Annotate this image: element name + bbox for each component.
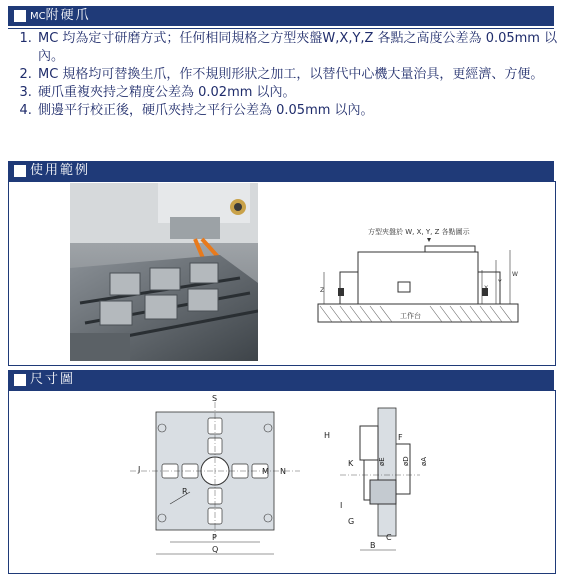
section-header-claws (8, 6, 554, 26)
dim-label: N (280, 467, 286, 476)
dim-label: Q (212, 545, 219, 554)
square-bullet-icon (14, 10, 26, 22)
dim-label: R (182, 487, 188, 496)
square-bullet-icon (14, 165, 26, 177)
point-label: Z (320, 287, 325, 294)
dim-label: øE (378, 457, 386, 466)
section-title: 附硬爪 (45, 8, 91, 23)
dim-label: S (212, 394, 218, 403)
feature-item: 1. MC 均為定寸研磨方式；任何相同規格之方型夾盤W,X,Y,Z 各點之高度公差為 0.05mm 以內。 (36, 30, 565, 66)
point-label: X (484, 285, 489, 292)
usage-diagram (300, 220, 540, 330)
point-label: W (512, 271, 518, 278)
dim-label: H (324, 431, 331, 440)
feature-item: 4. 側邊平行校正後，硬爪夾持之平行公差為 0.05mm 以內。 (36, 102, 565, 120)
diagram-caption: 方型夾盤於 W, X, Y, Z 各點圖示 (368, 228, 470, 236)
dim-label: C (386, 533, 392, 542)
dim-label: B (370, 541, 376, 550)
dim-label: F (398, 433, 403, 442)
section-prefix: MC (30, 11, 46, 22)
front-view-drawing (130, 394, 300, 559)
section-title: 尺寸圖 (30, 372, 76, 387)
section-title: 使用範例 (30, 163, 91, 178)
section-header-dimensions (8, 370, 554, 390)
feature-item: 3. 硬爪重複夾持之精度公差為 0.02mm 以內。 (36, 84, 565, 102)
side-view-drawing (320, 400, 450, 558)
square-bullet-icon (14, 374, 26, 386)
dim-label: øD (402, 456, 410, 466)
usage-photo (70, 183, 258, 361)
point-label: Y (498, 279, 502, 286)
table-label: 工作台 (400, 312, 421, 320)
dim-label: J (138, 465, 141, 474)
dim-label: I (340, 501, 343, 510)
feature-item: 2. MC 規格均可替換生爪，作不規則形狀之加工，以替代中心機大量治具，更經濟、方便。 (36, 66, 565, 84)
dim-label: G (348, 517, 355, 526)
dim-label: K (348, 459, 354, 468)
feature-list (16, 30, 565, 120)
section-header-usage (8, 161, 554, 181)
dim-label: øA (420, 456, 428, 466)
dim-label: M (262, 467, 269, 476)
dim-label: P (212, 533, 217, 542)
